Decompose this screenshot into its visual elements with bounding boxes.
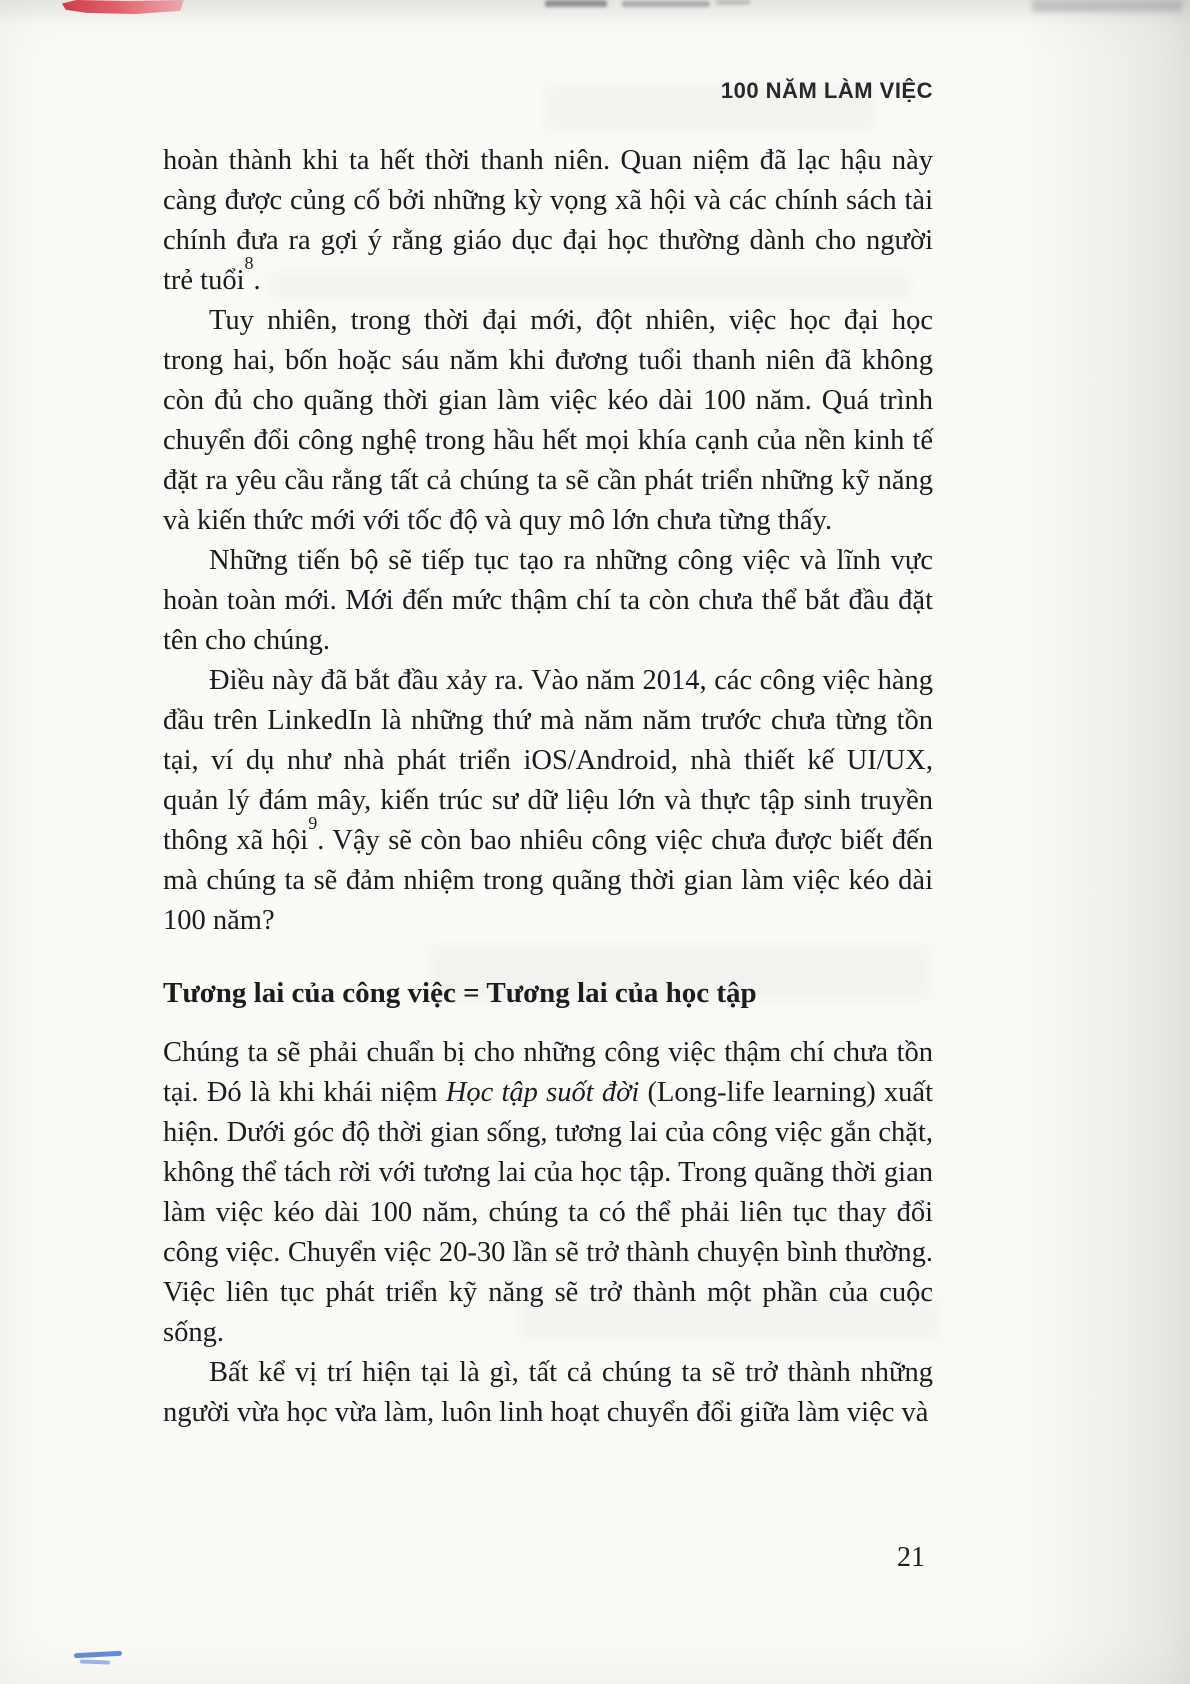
paragraph [163,541,933,661]
body-text [163,141,933,1433]
paragraph-text: Chúng ta sẽ phải chuẩn bị cho những công việc thậm chí chưa tồn tại. Đó là khi khái niệm [163,1037,933,1108]
footnote-marker-8: 8 [244,252,254,273]
blue-ink-mark [80,1659,110,1664]
paragraph [163,1353,933,1433]
blue-ink-mark [74,1651,122,1659]
red-ink-mark [62,0,184,14]
scan-right-shadow [1020,0,1190,1684]
italic-term: Học tập suốt đời [445,1077,640,1108]
scan-smudge [545,0,607,7]
footnote-marker-9: 9 [308,812,318,833]
paragraph-continued [163,141,933,301]
paragraph-text: Tuy nhiên, trong thời đại mới, đột nhiên, việc học đại học trong hai, bốn hoặc sáu năm khi đương tuổi thanh niên đã không còn đủ cho quãng thời gian làm việc kéo dài 100 năm. Quá trình chuyển đổi công nghệ trong hầu hết mọi khía cạnh của nền kinh tế đặt ra yêu cầu rằng tất cả chúng ta sẽ cần phát triển những kỹ năng và kiến thức mới với tốc độ và quy mô lớn chưa từng thấy. [163,305,933,536]
paragraph-text: Những tiến bộ sẽ tiếp tục tạo ra những công việc và lĩnh vực hoàn toàn mới. Mới đến mức thậm chí ta còn chưa thể bắt đầu đặt tên cho chúng. [163,545,933,656]
paragraph-text: Điều này đã bắt đầu xảy ra. Vào năm 2014, các công việc hàng đầu trên LinkedIn là những thứ mà năm năm trước chưa từng tồn tại, ví dụ như nhà phát triển iOS/Android, nhà thiết kế UI/UX, quản lý đám mây, kiến trúc sư dữ liệu lớn và thực tập sinh truyền thông xã hội [163,665,933,856]
running-head: 100 NĂM LÀM VIỆC [720,78,933,103]
paragraph-text: Bất kể vị trí hiện tại là gì, tất cả chúng ta sẽ trở thành những người vừa học vừa làm, luôn linh hoạt chuyển đổi giữa làm việc và [163,1357,933,1428]
paragraph-text: hoàn thành khi ta hết thời thanh niên. Quan niệm đã lạc hậu này càng được củng cố bởi những kỳ vọng xã hội và các chính sách tài chính đưa ra gợi ý rằng giáo dục đại học thường dành cho người trẻ tuổi [163,145,933,296]
paragraph-text: (Long-life learning) xuất hiện. Dưới góc độ thời gian sống, tương lai của công việc gắn chặt, không thể tách rời với tương lai của học tập. Trong quãng thời gian làm việc kéo dài 100 năm, chúng ta có thể phải liên tục thay đổi công việc. Chuyển việc 20-30 lần sẽ trở thành chuyện bình thường. Việc liên tục phát triển kỹ năng sẽ trở thành một phần của cuộc sống. [163,1077,933,1348]
paragraph-text: . [253,265,261,296]
scan-smudge [622,1,710,7]
scan-smudge [716,0,750,5]
paragraph-text: . Vậy sẽ còn bao nhiêu công việc chưa được biết đến mà chúng ta sẽ đảm nhiệm trong quãng thời gian làm việc kéo dài 100 năm? [163,825,933,936]
paragraph [163,661,933,941]
paragraph [163,301,933,541]
page-number: 21 [897,1542,925,1573]
section-heading: Tương lai của công việc = Tương lai của học tập [163,977,757,1009]
scan-smudge [1032,0,1182,12]
paragraph [163,1033,933,1353]
